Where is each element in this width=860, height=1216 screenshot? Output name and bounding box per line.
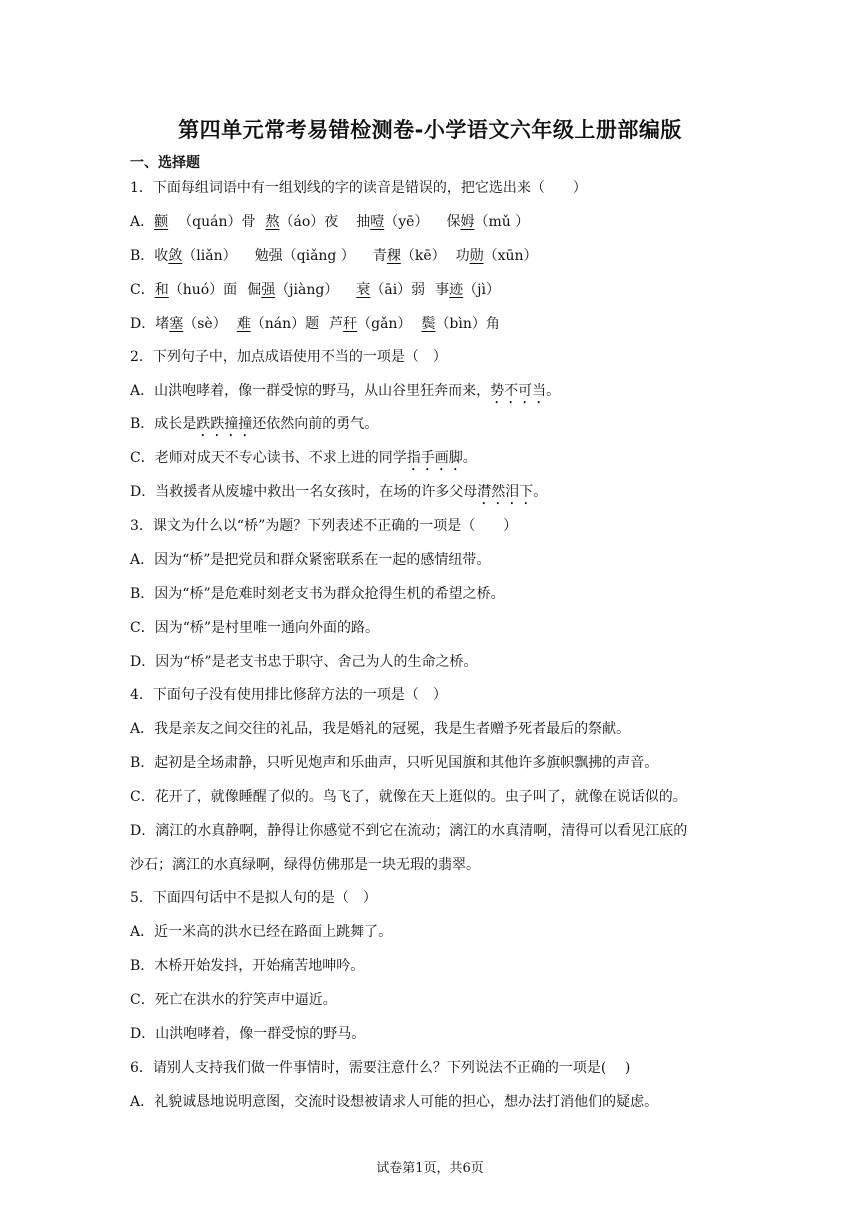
question-3-stem: 3．课文为什么以“桥”为题？下列表述不正确的一项是（ ） [130,518,518,534]
page-footer: 试卷第1页，共6页 [376,1161,484,1176]
question-6-stem: 6．请别人支持我们做一件事情时，需要注意什么？下列说法不正确的一项是( ) [130,1060,631,1076]
question-4-option-d-line2: 沙石；漓江的水真绿啊，绿得仿佛那是一块无瑕的翡翠。 [130,857,480,873]
question-2-option-a: A．山洪咆哮着，像一群受惊的野马，从山谷里狂奔而来，势不可当。 [130,383,561,399]
question-5-stem: 5．下面四句话中不是拟人句的是（ ） [130,890,377,906]
section-heading: 一、选择题 [130,155,200,171]
question-6-option-a: A．礼貌诚恳地说明意图，交流时设想被请求人可能的担心，想办法打消他们的疑虑。 [130,1094,659,1110]
question-1-option-c: C．和（huó）面 倔强（jiàng） 衰（āi）弱 事迹（jì） [130,282,500,298]
question-3-option-a: A．因为“桥”是把党员和群众紧密联系在一起的感情纽带。 [130,552,491,568]
question-4-stem: 4．下面句子没有使用排比修辞方法的一项是（ ） [130,687,447,703]
question-4-option-b: B．起初是全场肃静，只听见炮声和乐曲声，只听见国旗和其他许多旗帜飘拂的声音。 [130,755,659,771]
question-4-option-a: A．我是亲友之间交往的礼品，我是婚礼的冠冕，我是生者赠予死者最后的祭献。 [130,721,631,737]
question-5-option-c: C．死亡在洪水的狞笑声中逼近。 [130,992,337,1008]
question-1-stem: 1．下面每组词语中有一组划线的字的读音是错误的，把它选出来（ ） [130,180,587,196]
question-1-option-b: B．收敛（liǎn） 勉强（qiǎng ） 青稞（kē） 功勋（xūn） [130,248,538,264]
question-3-option-b: B．因为“桥”是危难时刻老支书为群众抢得生机的希望之桥。 [130,586,505,602]
question-3-option-c: C．因为“桥”是村里唯一通向外面的路。 [130,620,380,636]
question-1-option-a: A．颧 （quán）骨 熬（áo）夜 抽噎（yē） 保姆（mǔ ） [130,214,530,230]
question-2-option-b: B．成长是跌跌撞撞还依然向前的勇气。 [130,416,379,432]
question-1-option-d: D．堵塞（sè） 难（nán）题 芦秆（gǎn） 鬓（bìn）角 [130,316,500,332]
question-4-option-d-line1: D．漓江的水真静啊，静得让你感觉不到它在流动；漓江的水真清啊，清得可以看见江底的 [130,823,688,839]
question-2-option-d: D．当救援者从废墟中救出一名女孩时，在场的许多父母潸然泪下。 [130,484,548,500]
question-2-option-c: C．老师对成天不专心读书、不求上进的同学指手画脚。 [130,450,477,466]
question-2-stem: 2．下列句子中，加点成语使用不当的一项是（ ） [130,349,447,365]
question-5-option-d: D．山洪咆哮着，像一群受惊的野马。 [130,1026,366,1042]
question-3-option-d: D．因为“桥”是老支书忠于职守、舍己为人的生命之桥。 [130,654,478,670]
exam-title: 第四单元常考易错检测卷-小学语文六年级上册部编版 [178,118,682,142]
question-4-option-c: C．花开了，就像睡醒了似的。鸟飞了，就像在天上逛似的。虫子叫了，就像在说话似的。 [130,789,687,805]
question-5-option-b: B．木桥开始发抖，开始痛苦地呻吟。 [130,958,365,974]
question-5-option-a: A．近一米高的洪水已经在路面上跳舞了。 [130,924,393,940]
